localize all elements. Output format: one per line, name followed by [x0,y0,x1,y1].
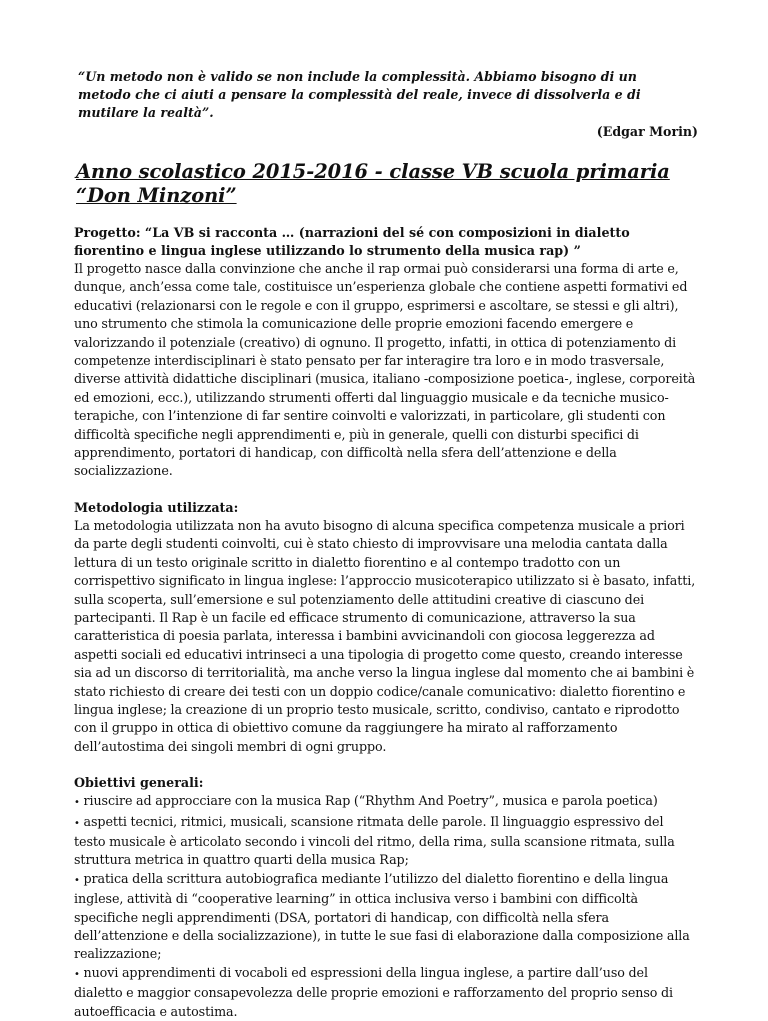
bullet-icon: • [74,817,80,829]
metodologia-heading: Metodologia utilizzata: [74,499,239,515]
progetto-body: Il progetto nasce dalla convinzione che anche il rap ormai può considerarsi una forma di arte e, dunque, anch’essa come tale, costituisce un’esperienza globale che contiene aspetti formativi ed educativi (relazionarsi con le regole e con il gruppo, esprimersi e ascoltare, se stessi e gli altri), uno strumento che stimola la comunicazione delle proprie emozioni facendo emergere e valorizzando il potenziale (creativo) di ognuno. Il progetto, infatti, in ottica di potenziamento di competenze interdisciplinari è stato pensato per far interagire tra loro e in modo trasversale, diverse attività didattiche disciplinari (musica, italiano -composizione poetica-, inglese, corporeità ed emozioni, ecc.), utilizzando strumenti offerti dal linguaggio musicale e da tecniche musico-terapiche, con l’intenzione di far sentire coinvolti e valorizzati, in particolare, gli studenti con difficoltà specifiche negli apprendimenti e, più in generale, quelli con disturbi specifici di apprendimento, portatori di handicap, con difficoltà nella sfera dell’attenzione e della socializzazione. [74,261,696,479]
list-item [74,870,698,964]
obiettivi-heading: Obiettivi generali: [74,775,204,791]
metodologia-body: La metodologia utilizzata non ha avuto bisogno di alcuna specifica competenza musicale a priori da parte degli studenti coinvolti, cui è stato chiesto di improvvisare una melodia cantata dalla lettura di un testo originale scritto in dialetto fiorentino e al contempo tradotto con un corrispettivo significato in lingua inglese: l’approccio musicoterapico utilizzato si è basato, infatti, sulla scoperta, sull’emersione e sul potenziamento delle attitudini creative di ciascuno dei partecipanti. Il Rap è un facile ed efficace strumento di comunicazione, attraverso la sua caratteristica di poesia parlata, interessa i bambini avvicinandoli con giocosa leggerezza ad aspetti sociali ed educativi intrinseci a una tipologia di progetto come questo, creando interesse sia ad un discorso di territorialità, ma anche verso la lingua inglese dal momento che ai bambini è stato richiesto di creare dei testi con un doppio codice/canale comunicativo: dialetto fiorentino e lingua inglese; la creazione di un proprio testo musicale, scritto, condiviso, cantato e riprodotto con il gruppo in ottica di obiettivo comune da raggiungere ha mirato al rafforzamento dell’autostima dei singoli membri di ogni gruppo. [74,517,696,754]
bullet-icon: • [74,968,80,980]
epigraph-author: (Edgar Morin) [596,124,698,139]
list-item [74,964,698,1021]
goal-text: riuscire ad approcciare con la musica Rap (“Rhythm And Poetry”, musica e parola poetica) [83,793,658,809]
section-metodologia [74,499,698,756]
epigraph-quote: “Un metodo non è valido se non include la complessità. Abbiamo bisogno di un metodo che ci aiuti a pensare la complessità del reale, invece di dissolverla e di mutilare la realtà”. [78,69,641,120]
goal-text: nuovi apprendimenti di vocaboli ed espressioni della lingua inglese, a partire dall’uso del dialetto e maggior consapevolezza delle proprie emozioni e rafforzamento del proprio senso di autoefficacia e autostima. [74,964,674,1019]
goal-text: aspetti tecnici, ritmici, musicali, scansione ritmata delle parole. Il linguaggio espressivo del testo musicale è articolato secondo i vincoli del ritmo, della rima, sulla scansione ritmata, sulla struttura metrica in quattro quarti della musica Rap; [74,813,675,868]
epigraph [74,68,698,141]
bullet-icon: • [74,874,80,886]
section-obiettivi [74,774,698,1021]
list-item [74,813,698,870]
section-progetto [74,224,698,481]
bullet-icon: • [74,797,80,809]
progetto-heading: Progetto: “La VB si racconta … (narrazioni del sé con composizioni in dialetto fiorentino e lingua inglese utilizzando lo strumento della musica rap) ” [74,225,630,258]
document-title: Anno scolastico 2015-2016 - classe VB scuola primaria “Don Minzoni” [76,160,670,207]
goal-text: pratica della scrittura autobiografica mediante l’utilizzo del dialetto fiorentino e della lingua inglese, attività di “cooperative learning” in ottica inclusiva verso i bambini con difficoltà specifiche negli apprendimenti (DSA, portatori di handicap, con difficoltà nella sfera dell’attenzione e della socializzazione), in tutte le sue fasi di elaborazione dalla composizione alla realizzazione; [74,870,690,962]
goals-list [74,792,698,1021]
list-item [74,792,698,812]
